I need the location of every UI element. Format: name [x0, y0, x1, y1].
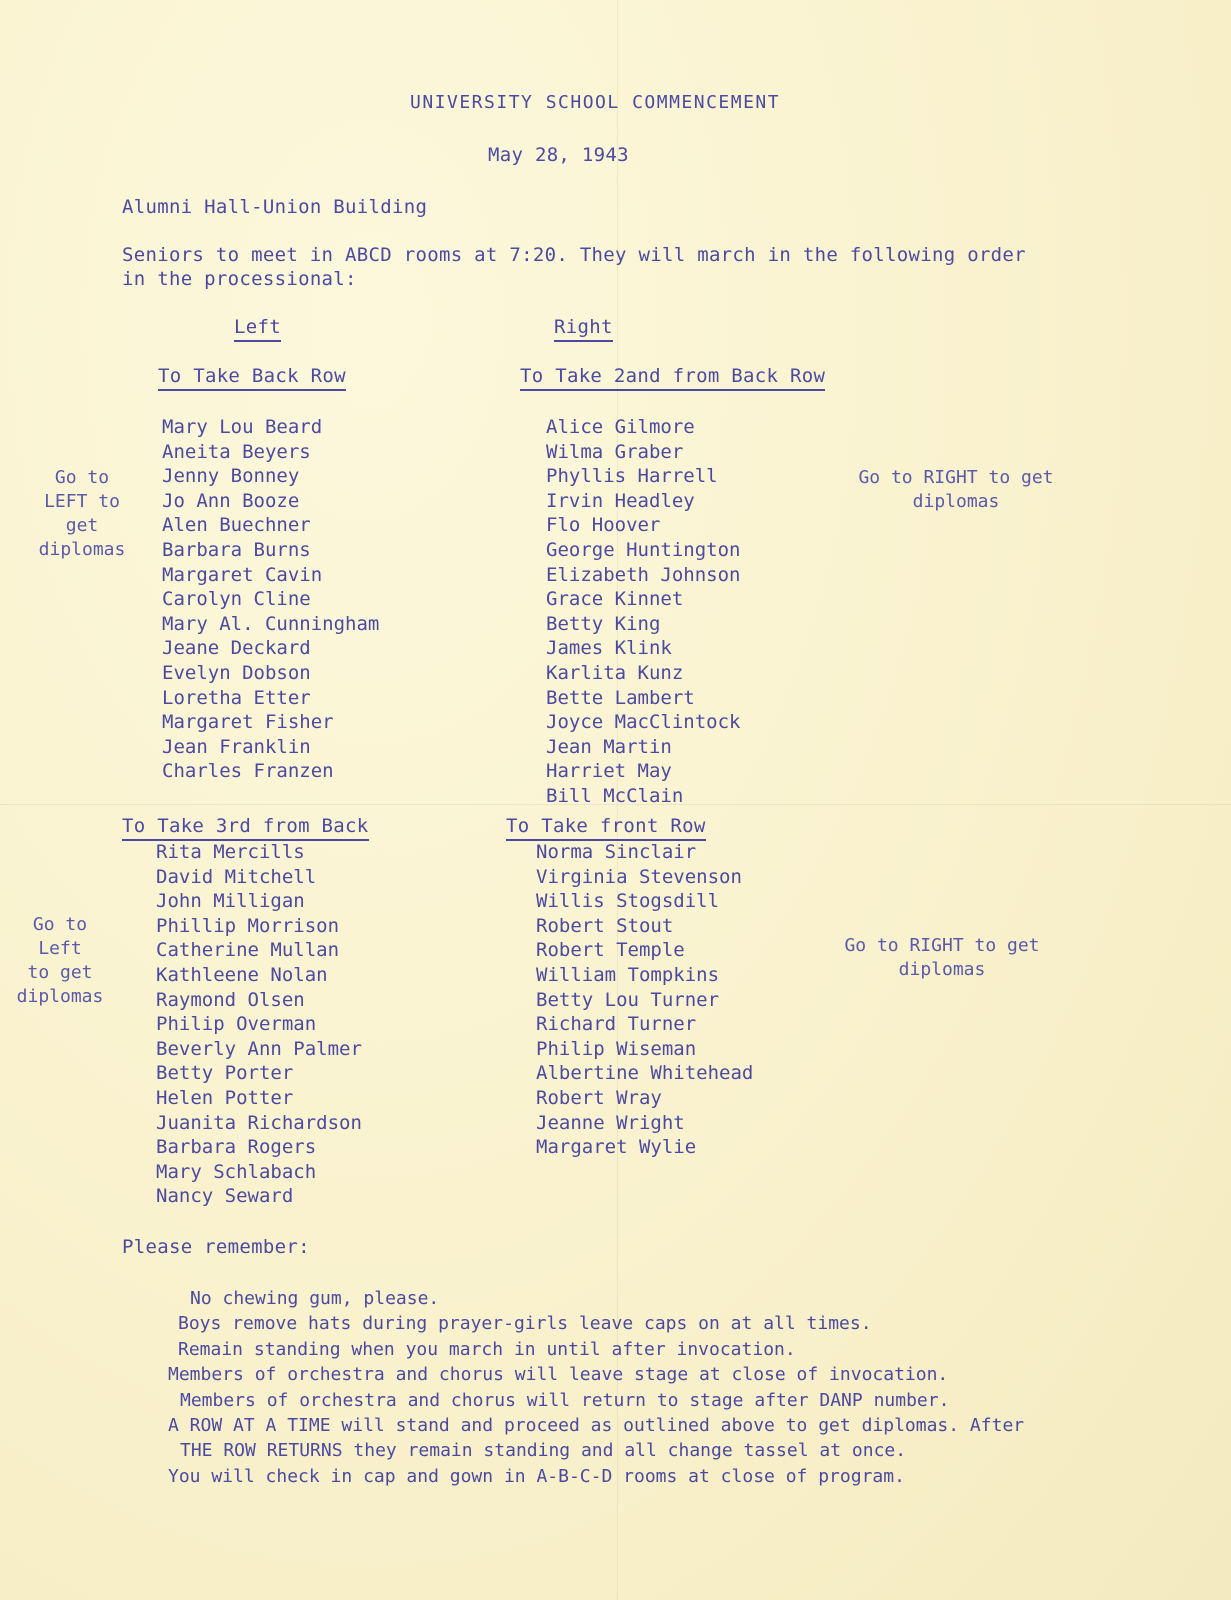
- list-item: Mary Al. Cunningham: [162, 612, 380, 635]
- list-item: Mary Lou Beard: [162, 416, 323, 438]
- list-item: Jeanne Wright: [536, 1111, 685, 1134]
- list-item: Jean Martin: [546, 735, 672, 758]
- list-item: Bette Lambert: [546, 686, 695, 709]
- list-item: Robert Stout: [536, 914, 674, 937]
- intro-line-1: Seniors to meet in ABCD rooms at 7:20. They will march in the following order: [122, 244, 1026, 266]
- list-item: Betty Porter: [156, 1062, 294, 1085]
- list-item: Jo Ann Booze: [162, 489, 300, 512]
- list-item: Richard Turner: [536, 1013, 697, 1036]
- list-item: Norma Sinclair: [536, 841, 697, 863]
- intro-line-2: in the processional:: [122, 268, 357, 290]
- list-item: John Milligan: [156, 890, 305, 913]
- venue: Alumni Hall-Union Building: [122, 196, 428, 218]
- right-heading: Right: [554, 316, 613, 342]
- list-item: Elizabeth Johnson: [546, 563, 741, 586]
- group-front-row-heading: To Take front Row: [506, 815, 706, 841]
- list-item: George Huntington: [546, 538, 741, 561]
- list-item: Rita Mercills: [156, 841, 305, 863]
- reminders-list: [168, 1286, 1024, 1489]
- list-item: Robert Temple: [536, 939, 685, 962]
- note-left-top: Go to LEFT to get diplomas: [38, 467, 126, 560]
- list-item: Philip Wiseman: [536, 1037, 697, 1060]
- note-right-top: Go to RIGHT to get diplomas: [858, 467, 1054, 512]
- list-item: William Tompkins: [536, 963, 720, 986]
- list-item: Alen Buechner: [162, 514, 311, 537]
- list-item: Joyce MacClintock: [546, 711, 741, 734]
- list-item: You will check in cap and gown in A-B-C-D rooms at close of program.: [168, 1465, 905, 1487]
- list-item: Bill McClain: [546, 784, 684, 807]
- list-item: Catherine Mullan: [156, 939, 340, 962]
- front-row-list: [536, 840, 753, 1160]
- list-item: Alice Gilmore: [546, 416, 695, 438]
- list-item: Charles Franzen: [162, 760, 334, 783]
- list-item: Barbara Rogers: [156, 1136, 317, 1159]
- list-item: Albertine Whitehead: [536, 1062, 754, 1085]
- list-item: Beverly Ann Palmer: [156, 1037, 362, 1060]
- group-second-row-heading: To Take 2and from Back Row: [520, 365, 825, 391]
- list-item: Jean Franklin: [162, 735, 311, 758]
- list-item: Robert Wray: [536, 1086, 662, 1109]
- list-item: Betty King: [546, 612, 661, 635]
- list-item: Evelyn Dobson: [162, 661, 311, 684]
- document-title: UNIVERSITY SCHOOL COMMENCEMENT: [410, 92, 781, 113]
- list-item: Flo Hoover: [546, 514, 661, 537]
- list-item: Raymond Olsen: [156, 988, 305, 1011]
- list-item: Margaret Fisher: [162, 711, 334, 734]
- list-item: Betty Lou Turner: [536, 988, 720, 1011]
- list-item: Jeane Deckard: [162, 637, 311, 660]
- list-item: THE ROW RETURNS they remain standing and all change tassel at once.: [180, 1440, 907, 1462]
- list-item: Grace Kinnet: [546, 588, 684, 611]
- list-item: Members of orchestra and chorus will return to stage after DANP number.: [180, 1389, 950, 1411]
- list-item: Loretha Etter: [162, 686, 311, 709]
- back-row-list: [162, 415, 379, 784]
- list-item: Willis Stogsdill: [536, 890, 720, 913]
- list-item: Virginia Stevenson: [536, 865, 742, 888]
- list-item: Aneita Beyers: [162, 440, 311, 463]
- list-item: No chewing gum, please.: [190, 1288, 440, 1309]
- group-back-row-heading: To Take Back Row: [158, 365, 346, 391]
- list-item: Margaret Cavin: [162, 563, 323, 586]
- list-item: Karlita Kunz: [546, 661, 684, 684]
- list-item: Mary Schlabach: [156, 1160, 317, 1183]
- note-left-bottom: Go to Left to get diplomas: [16, 914, 104, 1007]
- list-item: Members of orchestra and chorus will leave stage at close of invocation.: [168, 1364, 949, 1386]
- list-item: Phillip Morrison: [156, 914, 340, 937]
- list-item: Remain standing when you march in until after invocation.: [178, 1338, 796, 1360]
- document-date: May 28, 1943: [488, 144, 629, 166]
- left-heading: Left: [234, 316, 281, 342]
- list-item: James Klink: [546, 637, 672, 660]
- third-row-list: [156, 840, 362, 1209]
- list-item: Boys remove hats during prayer-girls leave caps on at all times.: [178, 1313, 872, 1335]
- list-item: Helen Potter: [156, 1086, 294, 1109]
- list-item: Philip Overman: [156, 1013, 317, 1036]
- list-item: Phyllis Harrell: [546, 465, 718, 488]
- list-item: A ROW AT A TIME will stand and proceed as outlined above to get diplomas. After: [168, 1414, 1025, 1436]
- reminders-heading: Please remember:: [122, 1236, 310, 1258]
- list-item: Nancy Seward: [156, 1185, 294, 1208]
- list-item: Irvin Headley: [546, 489, 695, 512]
- list-item: David Mitchell: [156, 865, 317, 888]
- list-item: Harriet May: [546, 760, 672, 783]
- list-item: Wilma Graber: [546, 440, 684, 463]
- list-item: Jenny Bonney: [162, 465, 300, 488]
- note-right-bottom: Go to RIGHT to get diplomas: [844, 935, 1040, 980]
- list-item: Kathleene Nolan: [156, 963, 328, 986]
- list-item: Margaret Wylie: [536, 1136, 697, 1159]
- list-item: Juanita Richardson: [156, 1111, 362, 1134]
- list-item: Barbara Burns: [162, 538, 311, 561]
- list-item: Carolyn Cline: [162, 588, 311, 611]
- second-row-list: [546, 415, 740, 809]
- group-third-row-heading: To Take 3rd from Back: [122, 815, 369, 841]
